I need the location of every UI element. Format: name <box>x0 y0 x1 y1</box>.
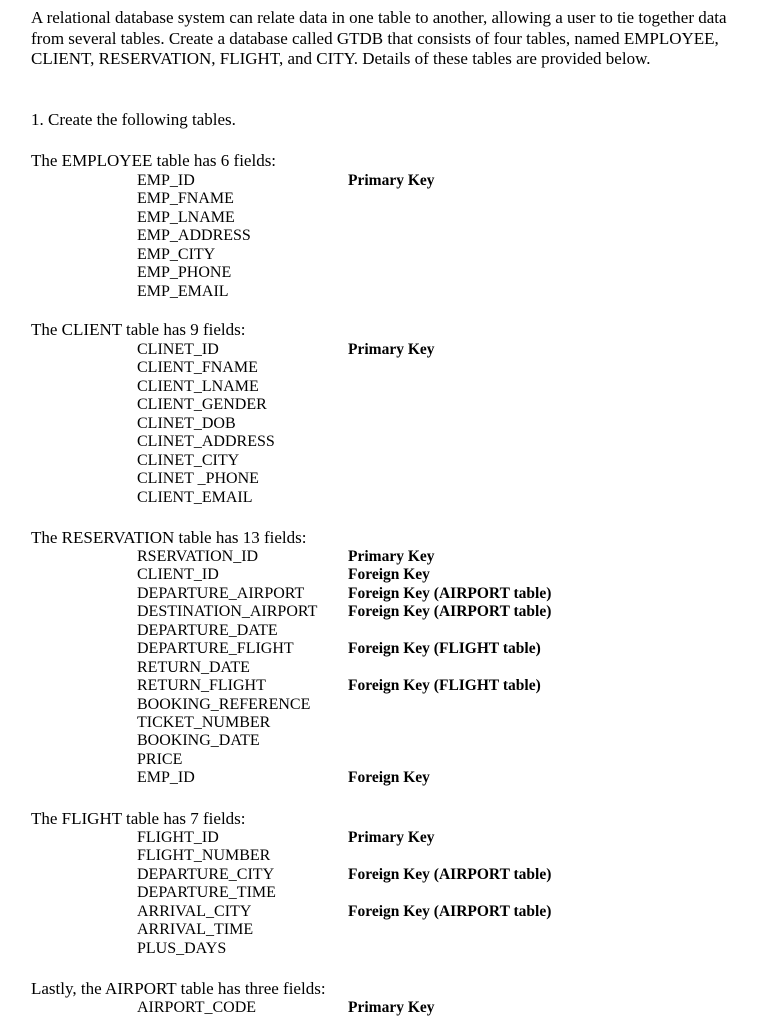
field-name: RETURN_FLIGHT <box>137 677 266 695</box>
field-key-label: Primary Key <box>348 172 435 189</box>
field-name: PLUS_DAYS <box>137 939 227 957</box>
client-table-heading: The CLIENT table has 9 fields: <box>31 320 246 339</box>
field-key-label: Primary Key <box>348 341 435 358</box>
field-name: EMP_FNAME <box>137 190 234 208</box>
field-name: DESTINATION_AIRPORT <box>137 603 318 621</box>
field-name: CLIENT_FNAME <box>137 359 258 377</box>
field-name: DEPARTURE_TIME <box>137 884 276 902</box>
field-name: CLINET_DOB <box>137 414 236 432</box>
employee-table-heading: The EMPLOYEE table has 6 fields: <box>31 151 277 170</box>
field-name: EMP_PHONE <box>137 264 232 282</box>
field-name: DEPARTURE_DATE <box>137 621 278 639</box>
field-name: EMP_CITY <box>137 245 216 263</box>
field-name: EMP_EMAIL <box>137 282 229 300</box>
field-name: PRICE <box>137 750 183 768</box>
field-name: DEPARTURE_CITY <box>137 865 275 883</box>
field-key-label: Foreign Key (FLIGHT table) <box>348 677 541 695</box>
field-name: FLIGHT_ID <box>137 829 219 846</box>
field-name: RSERVATION_ID <box>137 548 259 565</box>
field-name: FLIGHT_NUMBER <box>137 847 271 865</box>
field-key-label: Foreign Key (AIRPORT table) <box>348 603 552 621</box>
field-key-label: Foreign Key <box>348 566 430 584</box>
field-name: ARRIVAL_TIME <box>137 921 254 939</box>
field-name: BOOKING_REFERENCE <box>137 695 311 713</box>
field-name: CLINET_ID <box>137 341 219 358</box>
step-instruction: 1. Create the following tables. <box>31 110 236 129</box>
field-key-label: Foreign Key <box>348 769 430 787</box>
field-name: CLINET_CITY <box>137 451 240 469</box>
field-name: EMP_ADDRESS <box>137 227 251 245</box>
field-name: CLIENT_EMAIL <box>137 488 253 506</box>
field-key-label: Foreign Key (AIRPORT table) <box>348 584 552 602</box>
field-key-label: Foreign Key (AIRPORT table) <box>348 902 552 920</box>
field-name: EMP_LNAME <box>137 208 235 226</box>
field-key-label: Foreign Key (FLIGHT table) <box>348 640 541 658</box>
field-name: CLINET_ADDRESS <box>137 433 275 451</box>
field-name: DEPARTURE_FLIGHT <box>137 640 294 658</box>
field-name: RETURN_DATE <box>137 658 250 676</box>
field-name: TICKET_NUMBER <box>137 713 271 731</box>
field-key-label: Foreign Key (AIRPORT table) <box>348 865 552 883</box>
field-name: CLINET _PHONE <box>137 470 259 488</box>
field-name: AIRPORT_CODE <box>137 999 257 1016</box>
field-name: CLIENT_ID <box>137 566 219 584</box>
airport-table-heading: Lastly, the AIRPORT table has three fields: <box>31 979 326 998</box>
field-key-label: Primary Key <box>348 999 435 1016</box>
reservation-table-heading: The RESERVATION table has 13 fields: <box>31 528 307 547</box>
field-name: BOOKING_DATE <box>137 732 260 750</box>
field-name: EMP_ID <box>137 769 195 787</box>
flight-table-heading: The FLIGHT table has 7 fields: <box>31 809 246 828</box>
field-key-label: Primary Key <box>348 548 435 565</box>
field-name: CLIENT_LNAME <box>137 377 259 395</box>
field-name: DEPARTURE_AIRPORT <box>137 584 305 602</box>
field-name: EMP_ID <box>137 172 195 189</box>
field-name: ARRIVAL_CITY <box>137 902 252 920</box>
field-name: CLIENT_GENDER <box>137 396 267 414</box>
field-key-label: Primary Key <box>348 829 435 846</box>
intro-paragraph: A relational database system can relate data in one table to another, allowing a user to tie together data from several tables. Create a database called GTDB that consists of four tables, named EMPLOYEE, CLIENT, RESERVATION, FLIGHT, and CITY. Details of these tables are provided below. <box>31 8 727 68</box>
